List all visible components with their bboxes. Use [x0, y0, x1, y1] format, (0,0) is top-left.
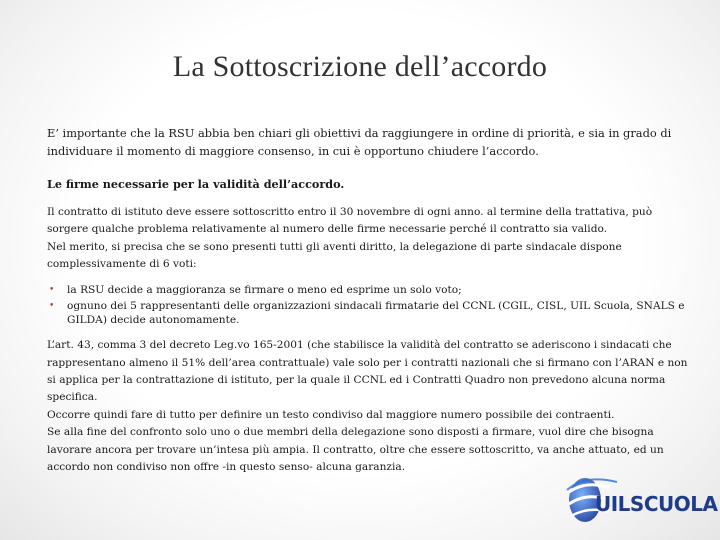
logo-text: UILSCUOLA [595, 492, 718, 516]
list-item-text: ognuno dei 5 rappresentanti delle organizzazioni sindacali firmatarie del CCNL (CGIL, CISL, UIL Scuola, SNALS e GILDA) decide autonomamente. [67, 300, 685, 326]
final-paragraph-line: L’art. 43, comma 3 del decreto Leg.vo 165-2001 (che stabilisce la validità del contratto se aderiscono i sindacati che rappresentano almeno il 51% dell’area contrattuale) vale solo per i contratti nazionali che si firmano con l’ARAN e non si applica per la contrattazione di istituto, per la quale il CCNL ed i Contratti Quadro non prevedono alcuna norma specifica. [47, 339, 688, 404]
section-heading: Le firme necessarie per la validità dell’accordo. [47, 177, 345, 191]
bullet-icon: • [49, 301, 55, 312]
intro-paragraph: E’ importante che la RSU abbia ben chiari gli obiettivi da raggiungere in ordine di priorità, e sia in grado di individuare il momento di maggiore consenso, in cui è opportuno chiudere l’accordo. [47, 126, 672, 158]
final-paragraph-line: Se alla fine del confronto solo uno o due membri della delegazione sono disposti a firmare, vuol dire che bisogna lavorare ancora per trovare un’intesa più ampia. Il contratto, oltre che essere sottoscritto, va anche attuato, ed un accordo non condiviso non offre -in questo senso- alcuna garanzia. [47, 426, 664, 473]
final-paragraph-line: Occorre quindi fare di tutto per definire un testo condiviso dal maggiore numero possibile dei contraenti. [47, 408, 615, 421]
paragraph-line: Nel merito, si precisa che se sono presenti tutti gli aventi diritto, la delegazione di parte sindacale dispone complessivamente di 6 voti: [47, 240, 622, 271]
list-item [47, 300, 692, 327]
list-item [47, 284, 692, 298]
bullet-icon: • [49, 284, 55, 295]
slide-content [47, 124, 692, 476]
slide-title: La Sottoscrizione dell’accordo [172, 50, 548, 83]
paragraph-line: Il contratto di istituto deve essere sottoscritto entro il 30 novembre di ogni anno. al termine della trattativa, può sorgere qualche problema relativamente al numero delle firme necessarie perché il contratto sia valido. [47, 206, 653, 236]
list-item-text: la RSU decide a maggioranza se firmare o meno ed esprime un solo voto; [67, 283, 462, 296]
bullet-list [47, 284, 692, 328]
